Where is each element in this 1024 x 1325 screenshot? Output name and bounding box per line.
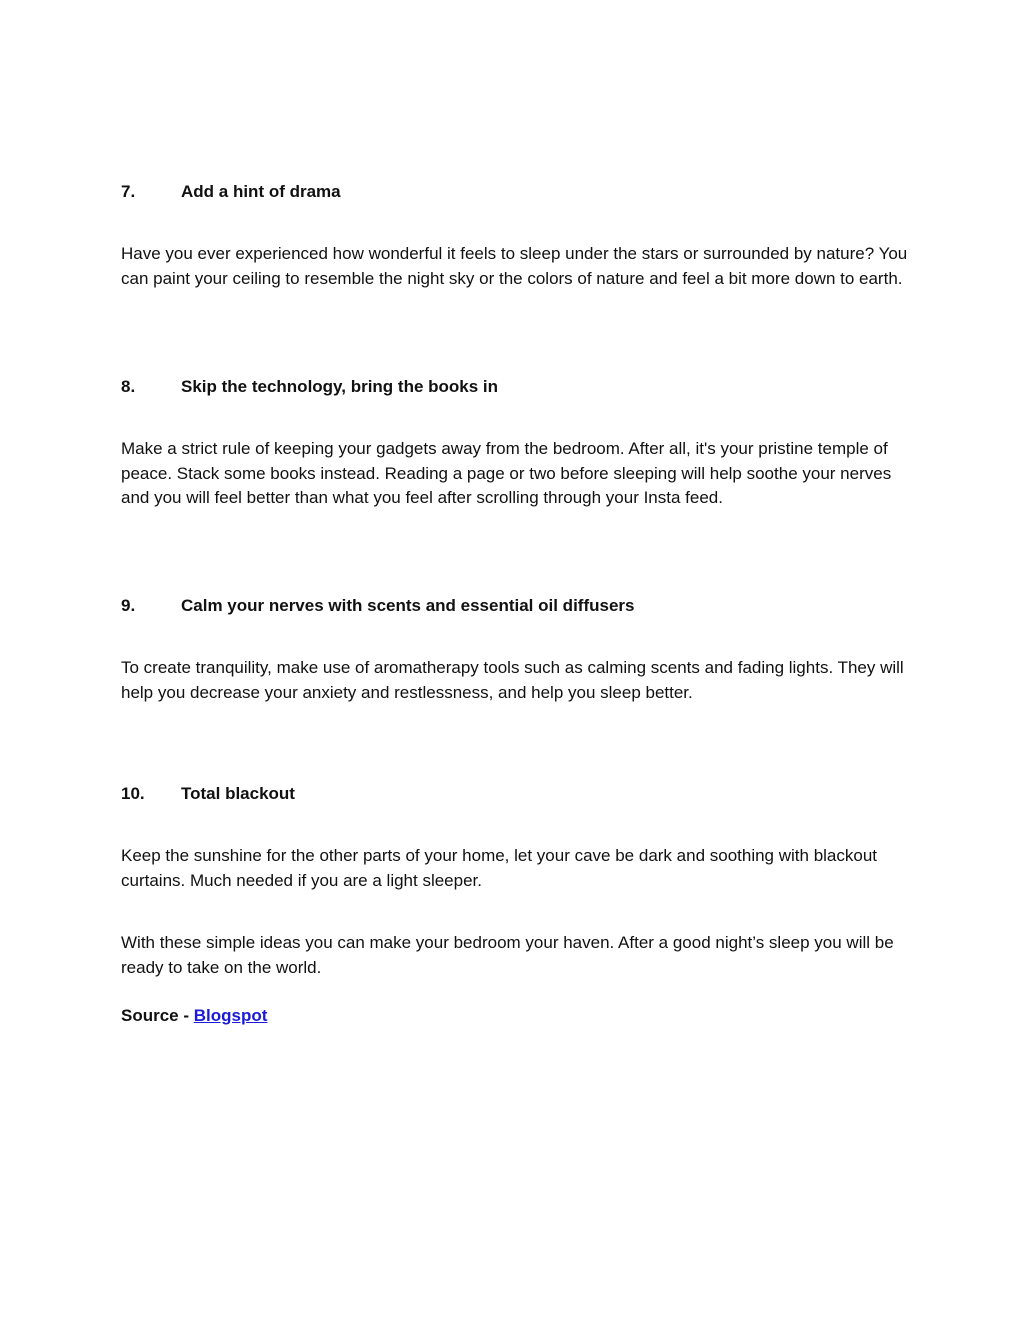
- section-title: Total blackout: [181, 784, 295, 803]
- section-title: Skip the technology, bring the books in: [181, 377, 499, 396]
- section-title: Calm your nerves with scents and essential oil diffusers: [181, 596, 635, 615]
- source-link[interactable]: Blogspot: [193, 1006, 268, 1025]
- source-line: [121, 1005, 267, 1027]
- section-paragraph: Keep the sunshine for the other parts of your home, let your cave be dark and soothing with blackout curtains. Much needed if you are a light sleeper.: [121, 846, 878, 890]
- section-title: Add a hint of drama: [181, 182, 341, 201]
- section-number: 9.: [121, 596, 136, 615]
- section-number: 10.: [121, 784, 145, 803]
- section-number: 7.: [121, 182, 136, 201]
- section-paragraph: Have you ever experienced how wonderful it feels to sleep under the stars or surrounded by nature? You can paint your ceiling to resemble the night sky or the colors of nature and feel a bit more down to earth.: [121, 244, 908, 288]
- section-number: 8.: [121, 377, 136, 396]
- section-paragraph: Make a strict rule of keeping your gadgets away from the bedroom. After all, it's your pristine temple of peace. Stack some books instead. Reading a page or two before sleeping will help soothe your nerves and you will feel better than what you feel after scrolling through your Insta feed.: [121, 439, 892, 507]
- source-label: Source -: [121, 1006, 194, 1025]
- section-paragraph: To create tranquility, make use of aromatherapy tools such as calming scents and fading lights. They will help you decrease your anxiety and restlessness, and help you sleep better.: [121, 658, 904, 702]
- closing-paragraph: With these simple ideas you can make your bedroom your haven. After a good night’s sleep you will be ready to take on the world.: [121, 933, 894, 977]
